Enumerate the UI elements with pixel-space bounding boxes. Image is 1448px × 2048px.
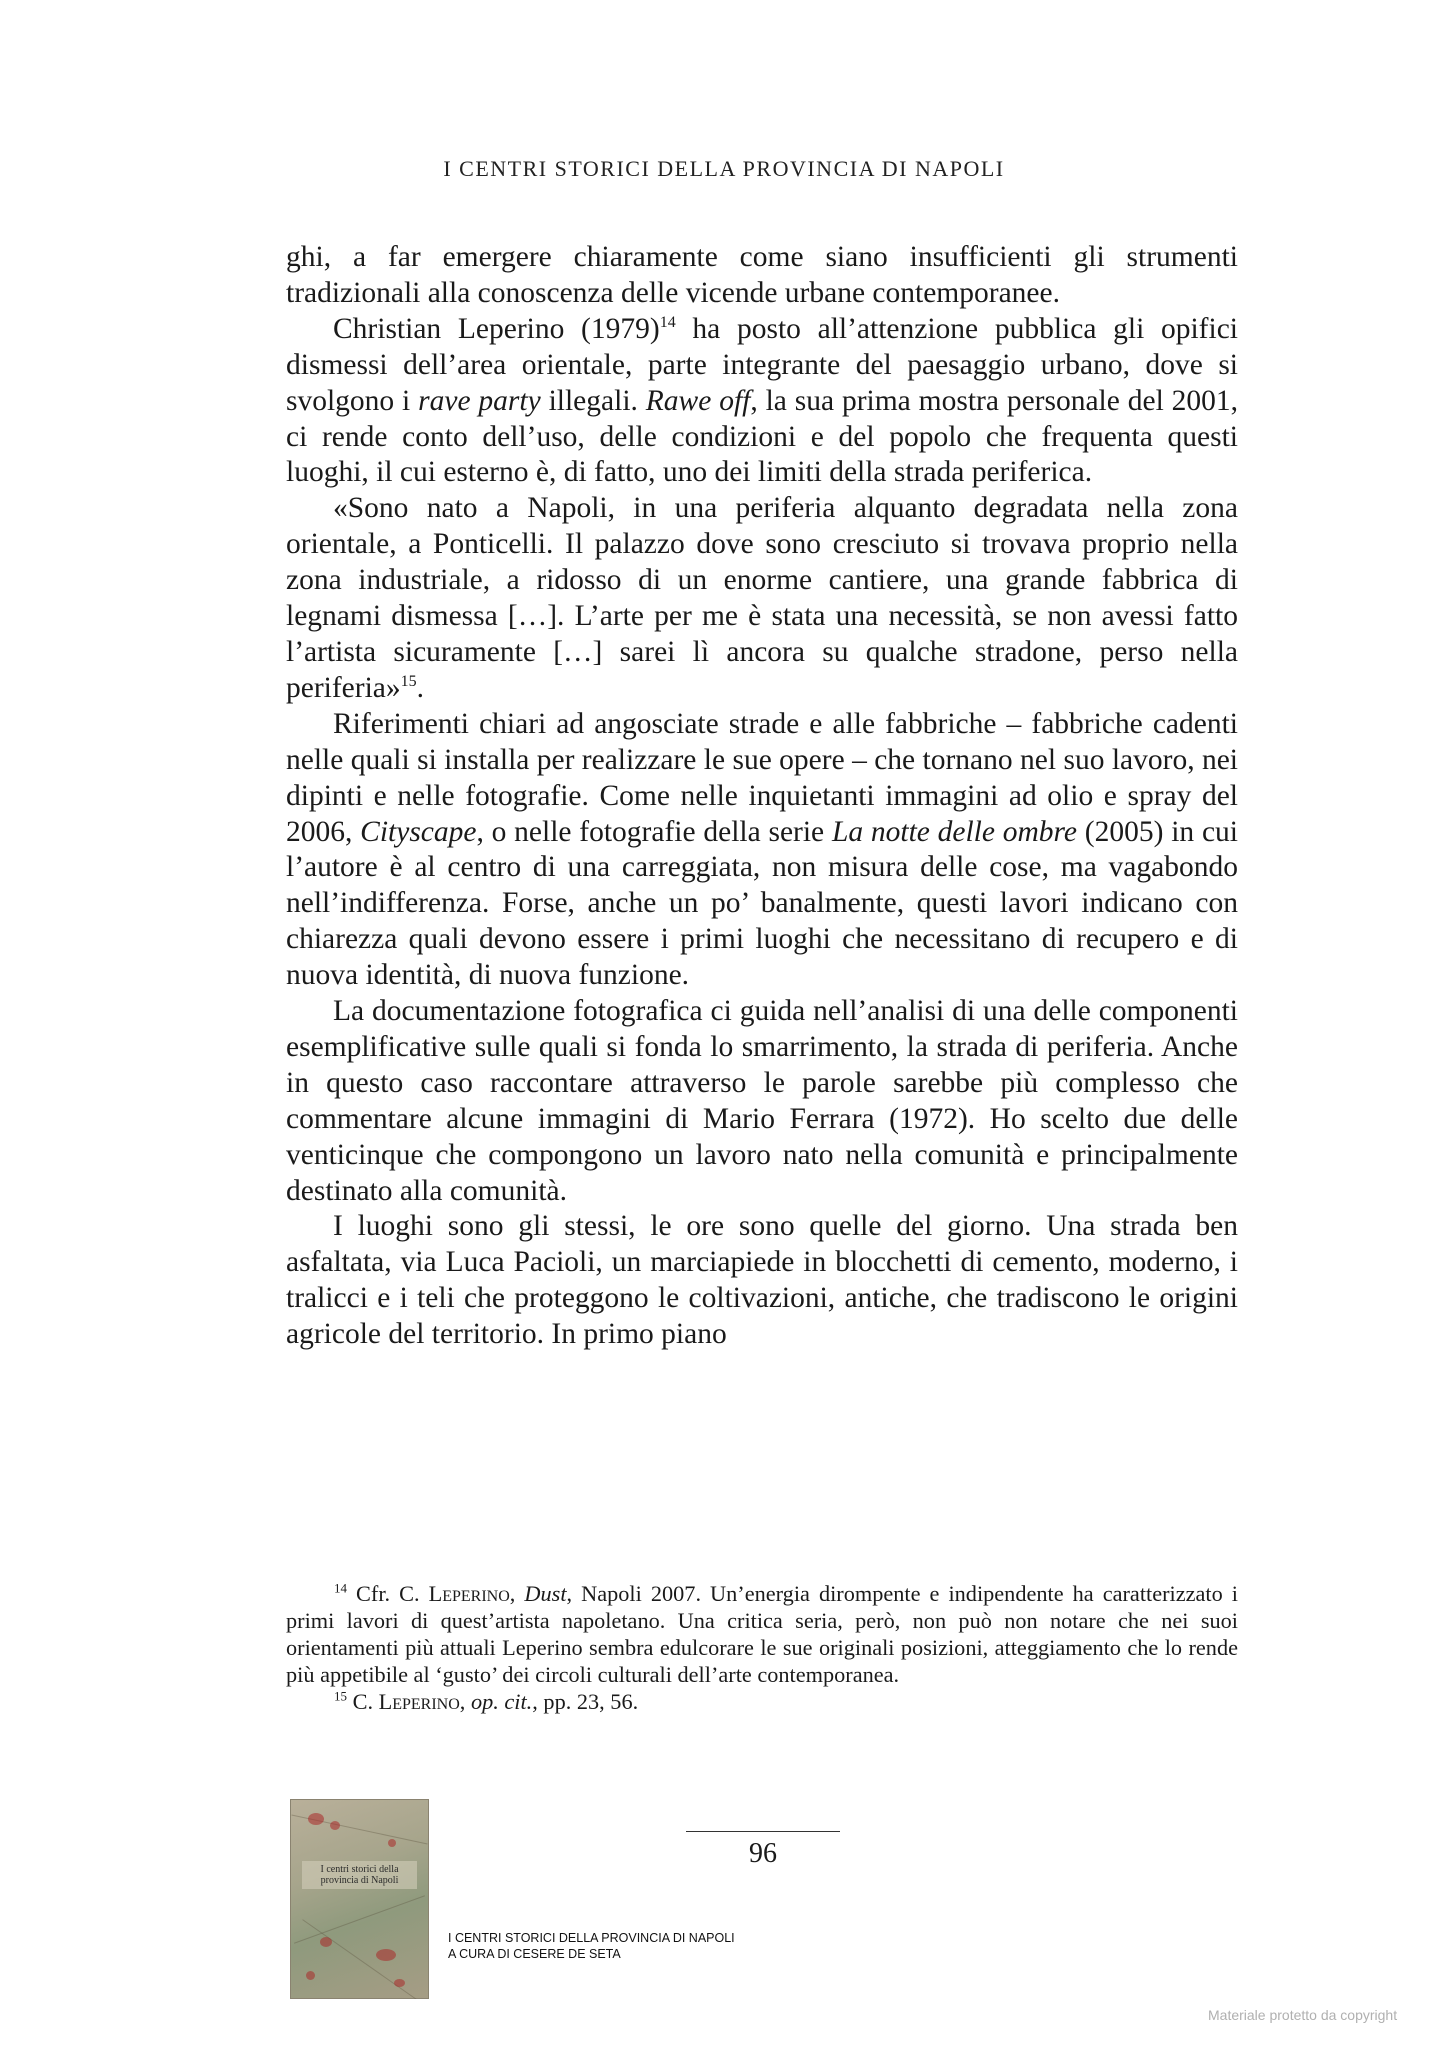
footnote-15: [286, 1688, 1238, 1715]
author-name: Leperino: [378, 1689, 460, 1714]
footnotes: [286, 1580, 1238, 1715]
footnote-number: 15: [334, 1688, 347, 1704]
quote-text: «Sono nato a Napoli, in una periferia alquanto degradata nella zona orientale, a Ponticelli. Il palazzo dove sono cresciuto si trovava proprio nella zona industriale, a ridosso di un enorme cantiere, una grande fabbrica di legnami dismessa […]. L’arte per me è stata una necessità, se non avessi fatto l’artista sicuramente […] sarei lì ancora su qualche stradone, perso nella periferia»: [286, 492, 1238, 704]
cover-title: [302, 1861, 417, 1889]
italic-work-title: Cityscape: [360, 815, 477, 848]
footnote-ref-15[interactable]: 15: [400, 673, 417, 691]
text-run: Riferimenti chiari ad angosciate strade e alle fabbriche – fabbriche cadenti nelle quali si installa per realizzare le sue opere – che tornano nel suo lavoro, nei dipinti e nelle fotografie. Come nelle inquietanti immagini ad olio e spray del 2006,: [286, 707, 1238, 848]
book-title: I CENTRI STORICI DELLA PROVINCIA DI NAPOLI: [448, 1931, 735, 1945]
text-run: , o nelle fotografie della serie: [476, 815, 832, 848]
text-run: Cfr. C.: [347, 1581, 429, 1606]
footnote-14: [286, 1580, 1238, 1688]
paragraph: I luoghi sono gli stessi, le ore sono quelle del giorno. Una strada ben asfaltata, via Luca Pacioli, un marciapiede in blocchetti di cemento, moderno, i tralicci e i teli che proteggono le coltivazioni, antiche, che tradiscono le origini agricole del territorio. In primo piano: [286, 1210, 1238, 1351]
page-number-rule: [686, 1831, 840, 1832]
author-name: Leperino: [428, 1581, 510, 1606]
text-run: ,: [459, 1689, 471, 1714]
text-run: , pp. 23, 56.: [532, 1689, 639, 1714]
text-run: C.: [347, 1689, 379, 1714]
copyright-watermark: Materiale protetto da copyright: [1208, 2007, 1398, 2023]
paragraph: [286, 312, 1238, 492]
running-head: I CENTRI STORICI DELLA PROVINCIA DI NAPOLI: [443, 156, 1005, 181]
italic-reference: op. cit.: [470, 1689, 533, 1714]
italic-work-title: Rawe off: [645, 384, 751, 417]
footnote-ref-14[interactable]: 14: [659, 313, 676, 331]
paragraph: [286, 491, 1238, 706]
page-number: 96: [749, 1838, 777, 1869]
italic-term: rave party: [418, 384, 541, 417]
book-editor: A CURA DI CESERE DE SETA: [448, 1947, 621, 1961]
body-text: [286, 240, 1238, 1353]
book-caption: [448, 1930, 735, 1962]
text-run: Christian Leperino (1979): [333, 312, 660, 345]
italic-work-title: La notte delle ombre: [831, 815, 1078, 848]
italic-work-title: Dust: [524, 1581, 567, 1606]
text-run: illegali.: [540, 384, 646, 417]
paragraph: La documentazione fotografica ci guida nell’analisi di una delle componenti esemplificative sulle quali si fonda lo smarrimento, la strada di periferia. Anche in questo caso raccontare attraverso le parole sarebbe più complesso che commentare alcune immagini di Mario Ferrara (1972). Ho scelto due delle venticinque che compongono un lavoro nato nella comunità e principalmente destinato alla comunità.: [286, 995, 1238, 1207]
text-run: ,: [509, 1581, 525, 1606]
book-cover-thumbnail[interactable]: [290, 1799, 429, 1999]
footnote-number: 14: [334, 1580, 347, 1596]
cover-title-text: I centri storici della provincia di Napoli: [320, 1864, 399, 1886]
paragraph: ghi, a far emergere chiaramente come siano insufficienti gli strumenti tradizionali alla conoscenza delle vicende urbane contemporanee.: [286, 241, 1238, 309]
text-run: (2005) in cui l’autore è al centro di una carreggiata, non misura delle cose, ma vagabondo nell’indifferenza. Forse, anche un po’ banalmente, questi lavori indicano con chiarezza quali devono essere i primi luoghi che necessitano di recupero e di nuova identità, di nuova funzione.: [286, 815, 1238, 992]
text-run: .: [416, 671, 425, 704]
text-run: , la sua prima mostra personale del 2001, ci rende conto dell’uso, delle condizioni e del popolo che frequenta questi luoghi, il cui esterno è, di fatto, uno dei limiti della strada periferica.: [286, 384, 1239, 489]
text-run: , Napoli 2007. Un’energia dirompente e indipendente ha caratterizzato i primi lavori di quest’artista napoletano. Una critica seria, però, non può non notare che nei suoi orientamenti più attuali Leperino sembra edulcorare le sue originali posizioni, atteggiamento che lo rende più appetibile al ‘gusto’ dei circoli culturali dell’arte contemporanea.: [286, 1581, 1238, 1687]
paragraph: [286, 707, 1238, 994]
text-run: ha posto all’attenzione pubblica gli opifici dismessi dell’area orientale, parte integrante del paesaggio urbano, dove si svolgono i: [286, 312, 1238, 417]
